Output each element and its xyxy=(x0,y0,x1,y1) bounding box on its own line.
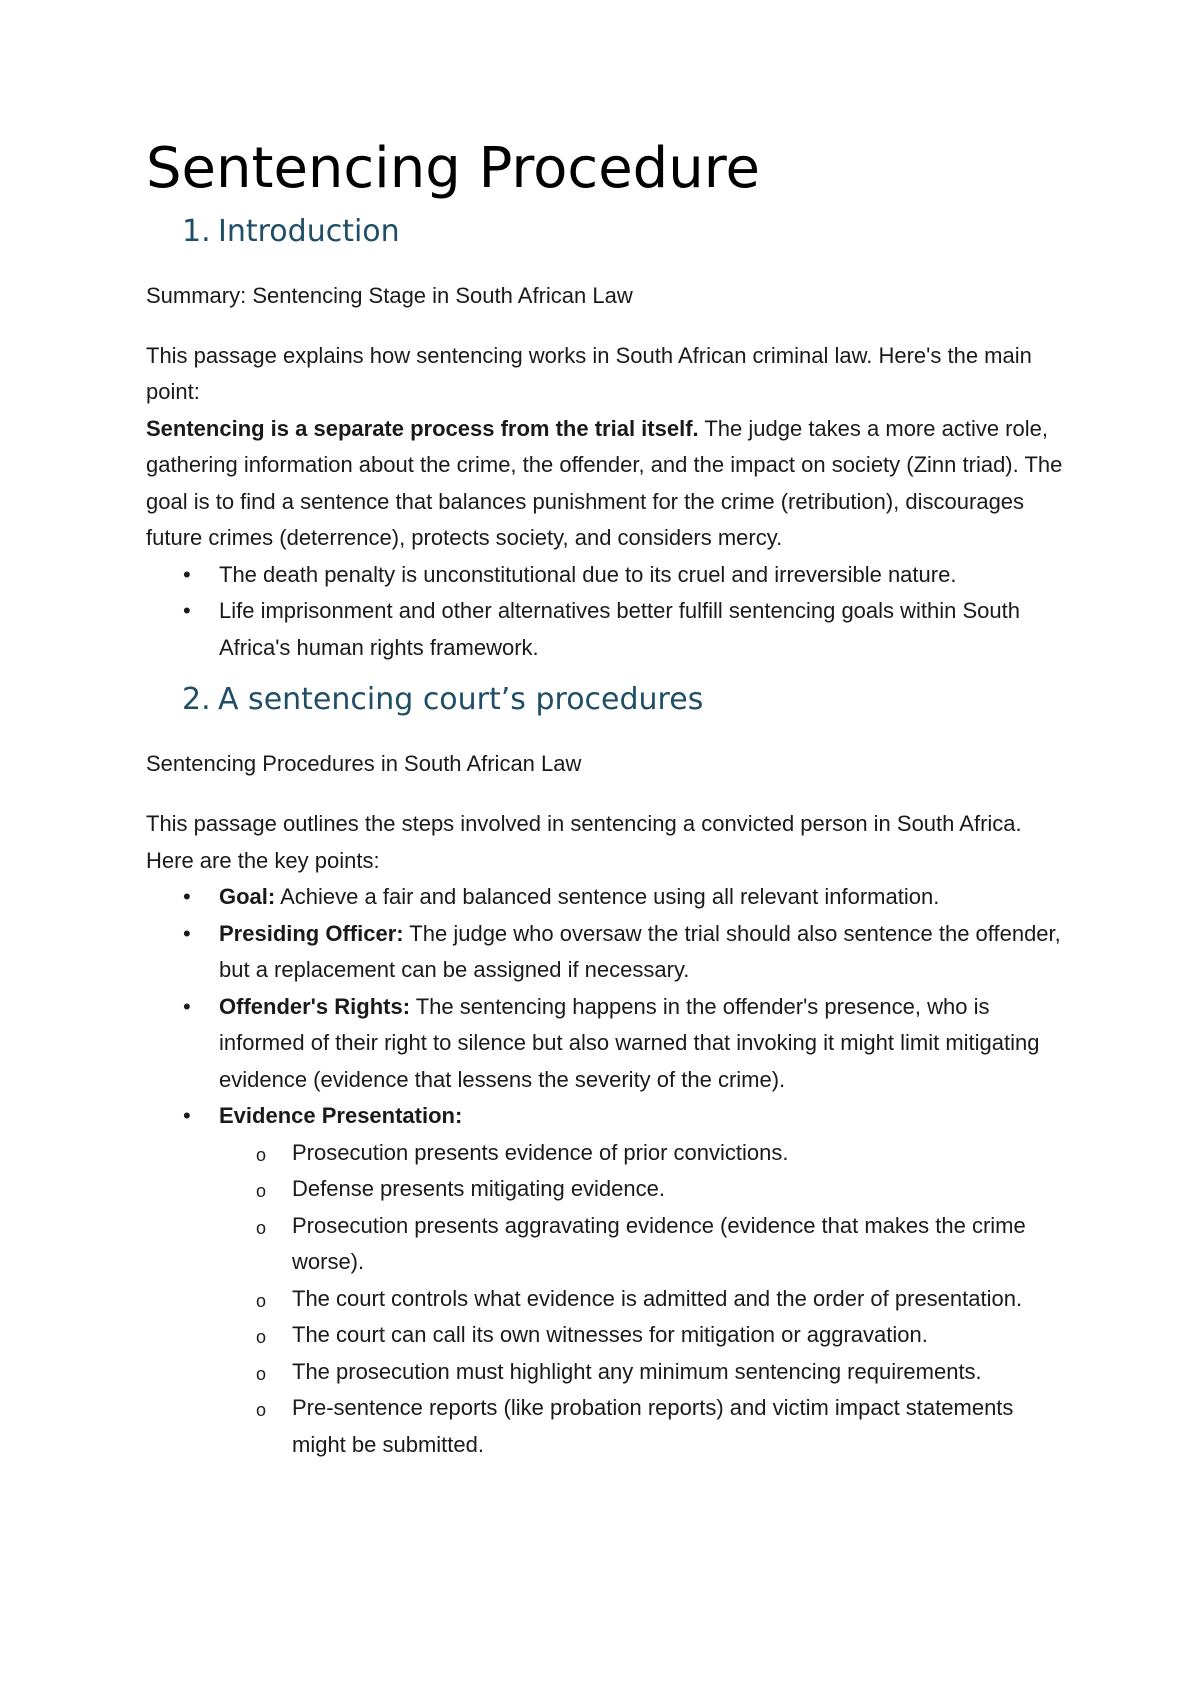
section-1-summary: Summary: Sentencing Stage in South African Law xyxy=(146,282,633,308)
document-title: Sentencing Procedure xyxy=(146,136,760,201)
section-number: 1. xyxy=(182,213,211,249)
section-1-heading xyxy=(182,214,1066,250)
sub-list-item: o Pre-sentence reports (like probation reports) and victim impact statements might be submitted. xyxy=(146,1390,1066,1463)
bullet-text: The judge who oversaw the trial should also sentence the offender, but a replacement can be assigned if necessary. xyxy=(219,920,1061,983)
sub-list-item: o Defense presents mitigating evidence. xyxy=(146,1171,1066,1208)
bold-lead: Sentencing is a separate process from the trial itself. xyxy=(146,415,699,441)
section-2-bullet-list xyxy=(146,879,1066,1463)
sub-list-item: o Prosecution presents aggravating evidence (evidence that makes the crime worse). xyxy=(146,1208,1066,1281)
sub-list-item: o The court controls what evidence is admitted and the order of presentation. xyxy=(146,1281,1066,1318)
document-content xyxy=(146,138,1066,1463)
section-heading-text: A sentencing court’s procedures xyxy=(218,682,704,718)
bullet-label: Evidence Presentation: xyxy=(219,1103,463,1129)
bullet-text: Achieve a fair and balanced sentence using all relevant information. xyxy=(275,884,940,910)
bullet-label: Offender's Rights: xyxy=(219,993,411,1019)
list-item: • Life imprisonment and other alternatives better fulfill sentencing goals within South Africa's human rights framework. xyxy=(146,593,1066,666)
section-heading-text: Introduction xyxy=(218,213,400,249)
bullet-label: Goal: xyxy=(219,884,276,910)
section-2-intro: This passage outlines the steps involved in sentencing a convicted person in South Africa. Here are the key points: xyxy=(146,811,1022,873)
list-item: • The death penalty is unconstitutional due to its cruel and irreversible nature. xyxy=(146,557,1066,594)
section-1-body xyxy=(146,411,1066,557)
bullet-text: The sentencing happens in the offender's presence, who is informed of their right to silence but also warned that invoking it might limit mitigating evidence (evidence that lessens the severity of the crime). xyxy=(219,993,1040,1092)
section-1-bullet-list xyxy=(146,557,1066,667)
list-item xyxy=(146,989,1066,1099)
list-item xyxy=(146,916,1066,989)
section-2-summary: Sentencing Procedures in South African Law xyxy=(146,751,582,777)
bullet-label: Presiding Officer: xyxy=(219,920,404,946)
list-item xyxy=(146,1098,1066,1463)
evidence-sub-list xyxy=(219,1135,1066,1464)
sub-list-item: o The court can call its own witnesses for mitigation or aggravation. xyxy=(146,1317,1066,1354)
section-1-intro: This passage explains how sentencing works in South African criminal law. Here's the main point: xyxy=(146,342,1032,405)
list-item xyxy=(146,879,1066,916)
sub-list-item: o The prosecution must highlight any minimum sentencing requirements. xyxy=(146,1354,1066,1391)
section-2-heading xyxy=(182,682,1066,718)
body-text: The judge takes a more active role, gathering information about the crime, the offender, and the impact on society (Zinn triad). The goal is to find a sentence that balances punishment for the crime (retribution), discourages future crimes (deterrence), protects society, and considers mercy. xyxy=(146,415,1063,551)
sub-list-item: o Prosecution presents evidence of prior convictions. xyxy=(146,1135,1066,1172)
section-number: 2. xyxy=(182,682,211,718)
